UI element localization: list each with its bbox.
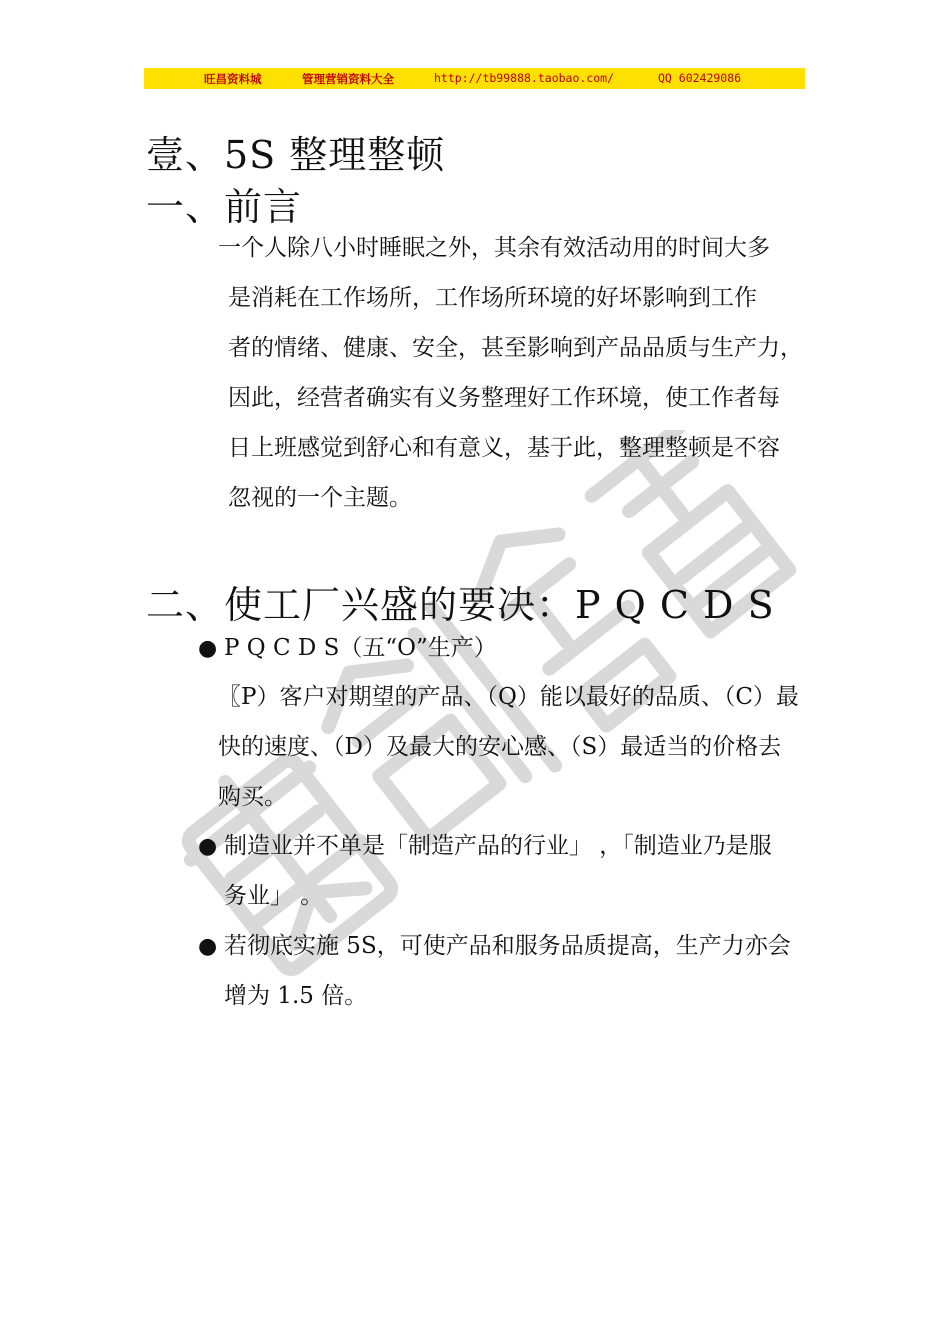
bullet-text: 制造业并不单是「制造产品的行业」 ，「制造业乃是服 (224, 833, 772, 859)
bullet-item-5s-productivity (198, 921, 791, 972)
bullet-item-manufacturing (198, 821, 772, 872)
detail-line: 〖P）客户对期望的产品、（Q）能以最好的品质、（C）最 (218, 684, 799, 710)
bullet-icon: ● (198, 834, 218, 859)
preface-line: 日上班感觉到舒心和有意义，基于此，整理整顿是不容 (228, 435, 780, 461)
bullet-continuation (224, 971, 367, 1021)
bullet-text: 务业」 。 (224, 883, 324, 909)
bullet-icon: ● (198, 636, 218, 661)
bullet-text: P Q C D S（五“O”生产） (224, 635, 497, 661)
bullet-text: 增为 1.5 倍。 (224, 983, 368, 1009)
shop-name: 旺昌资料城 (204, 72, 262, 86)
preface-line: 因此，经营者确实有义务整理好工作环境，使工作者每 (228, 385, 780, 411)
preface-line: 是消耗在工作场所，工作场所环境的好坏影响到工作 (228, 285, 757, 311)
detail-line: 购买。 (218, 784, 287, 810)
preface-line: 忽视的一个主题。 (228, 485, 412, 511)
section-title-5s: 壹、5S 整理整顿 (146, 133, 446, 177)
bullet-text: 若彻底实施 5S，可使产品和服务品质提高，生产力亦会 (224, 933, 791, 959)
preface-line: 一个人除八小时睡眠之外，其余有效活动用的时间大多 (218, 235, 770, 261)
detail-line: 快的速度、（D）及最大的安心感、（S）最适当的价格去 (218, 734, 782, 760)
shop-url-link[interactable]: http://tb99888.taobao.com/ (434, 71, 615, 85)
section-title-pqcds: 二、使工厂兴盛的要决：P Q C D S (146, 583, 775, 627)
preface-line: 者的情绪、健康、安全，甚至影响到产品品质与生产力， (228, 335, 803, 361)
bullet-item-pqcds (198, 623, 497, 674)
qq-number: QQ 602429086 (658, 71, 742, 85)
pqcds-detail (218, 672, 799, 822)
section-title-preface: 一、前言 (146, 185, 303, 229)
preface-paragraph (218, 223, 803, 523)
bullet-icon: ● (198, 934, 218, 959)
bullet-continuation (224, 871, 323, 921)
header-bar (144, 68, 805, 89)
collection-name: 管理营销资料大全 (302, 72, 394, 86)
